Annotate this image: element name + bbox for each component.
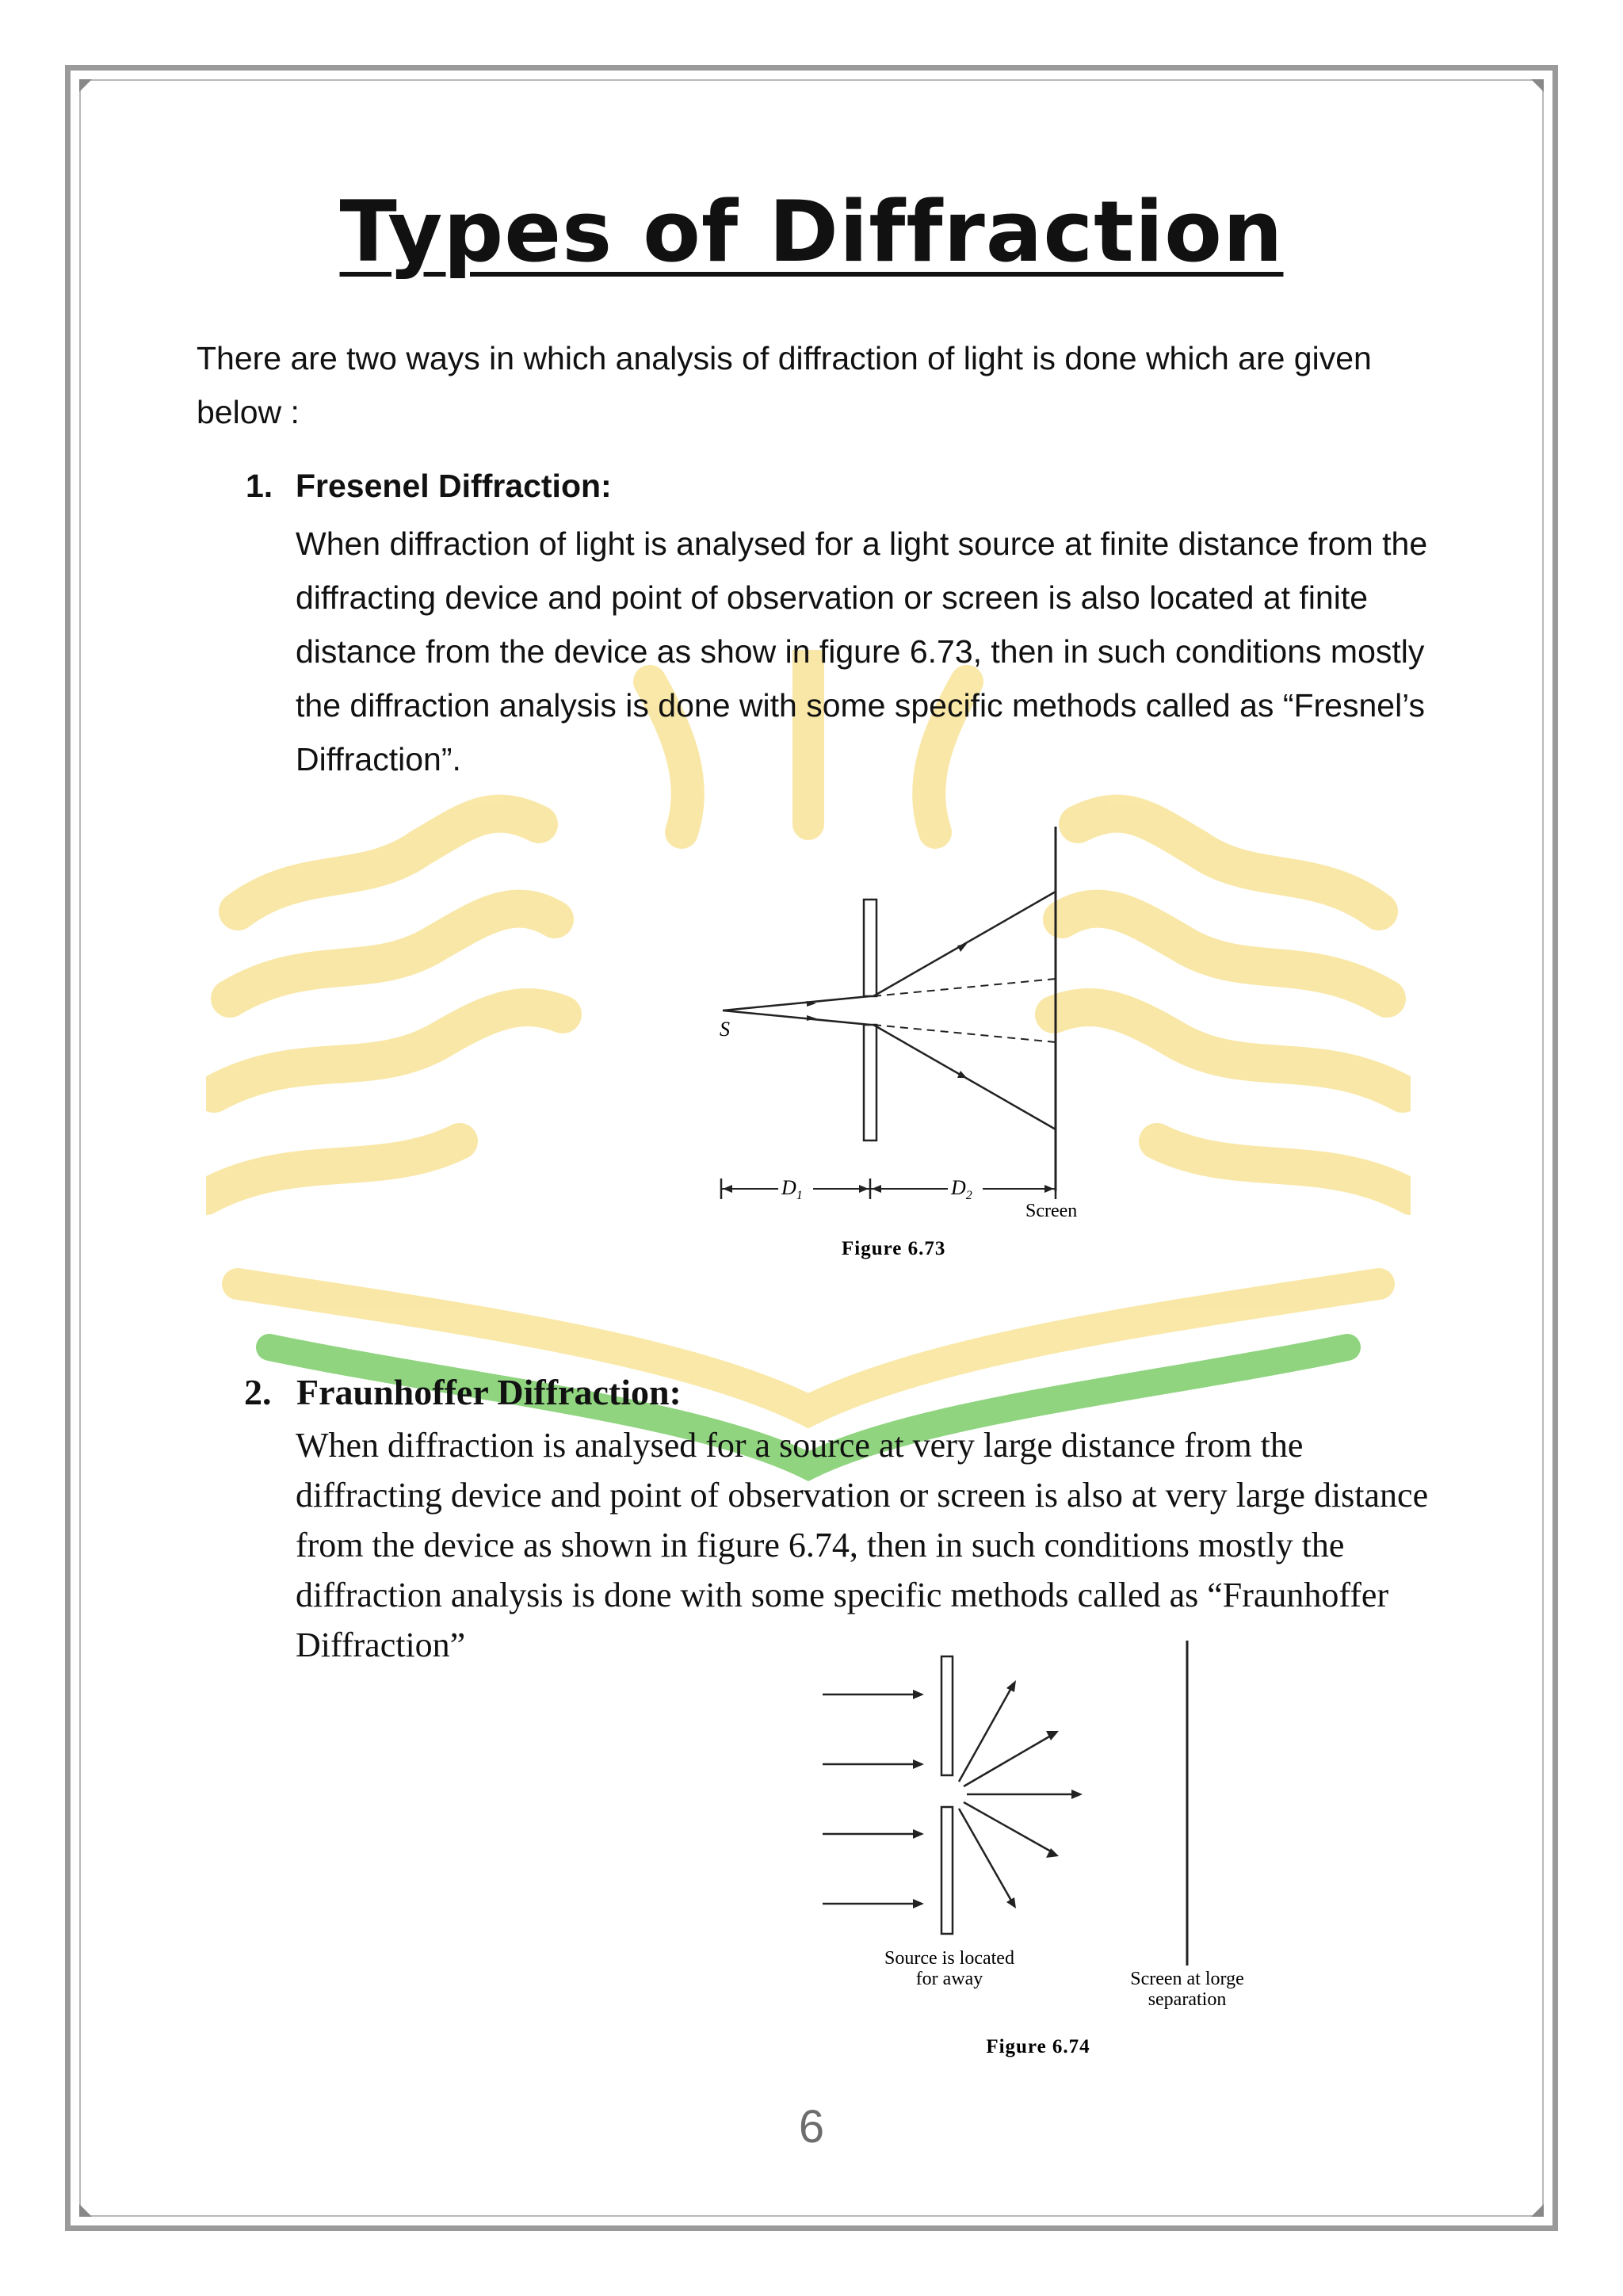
d1-label: $D_1$ [781, 1176, 803, 1202]
d2-label: $D_2$ [951, 1176, 972, 1202]
slit-plate-lower [864, 1025, 876, 1140]
source-label-line-1: Source is located [884, 1948, 1014, 1969]
item-1-label: Fresenel Diffraction: [296, 468, 612, 504]
diffracted-ray [964, 1802, 1051, 1851]
page-number: 6 [798, 2101, 825, 2153]
ray-lower [723, 1010, 870, 1025]
arrow-head [957, 944, 967, 952]
item-2-label: Fraunhoffer Diffraction: [296, 1372, 682, 1412]
screen-label-line-1: Screen at lorge [1130, 1969, 1244, 1989]
corner-ornament-top-right [1531, 79, 1544, 92]
intro-paragraph: There are two ways in which analysis of diffraction of light is done which are given below : [197, 340, 1372, 430]
figure-6-74 [808, 1633, 1284, 2076]
corner-ornament-bottom-left [79, 2204, 92, 2217]
item-2-body: When diffraction is analysed for a source at very large distance from the diffracting device and point of observation or screen is also at very large distance from the device as shown in figure 6.74, then in such conditions mostly the diffraction analysis is done with some specific methods called as “Fraunhoffer Diffraction” [296, 1426, 1429, 1664]
corner-ornament-top-left [79, 79, 92, 92]
diffracted-ray [959, 1688, 1011, 1782]
source-label: S [720, 1018, 730, 1041]
diffracted-ray [959, 1809, 1011, 1901]
item-2-number: 2. [244, 1372, 272, 1412]
source-label-line-2: for away [915, 1969, 983, 1989]
diffracted-ray [964, 1736, 1051, 1786]
figure-6-73 [697, 820, 1109, 1264]
page-title: Types of Diffraction [339, 183, 1284, 281]
diffracted-ray-up [873, 892, 1056, 996]
slit-plate-lower [941, 1807, 953, 1934]
screen-label-line-2: separation [1148, 1989, 1227, 2010]
item-1-number: 1. [246, 468, 273, 504]
figure-6-74-caption: Figure 6.74 [986, 2036, 1090, 2057]
figure-6-73-caption: Figure 6.73 [842, 1238, 946, 1259]
corner-ornament-bottom-right [1531, 2204, 1544, 2217]
slit-plate-upper [941, 1656, 953, 1775]
ray-upper [723, 996, 870, 1010]
item-1-body: When diffraction of light is analysed for a light source at finite distance from the diffracting device and point of observation or screen is also located at finite distance from the device as show in figure 6.73, then in such conditions mostly the diffraction analysis is done with some specific methods called as “Fresnel’s Diffraction”. [296, 525, 1428, 777]
slit-plate-upper [864, 900, 876, 996]
screen-label: Screen [1025, 1201, 1078, 1221]
